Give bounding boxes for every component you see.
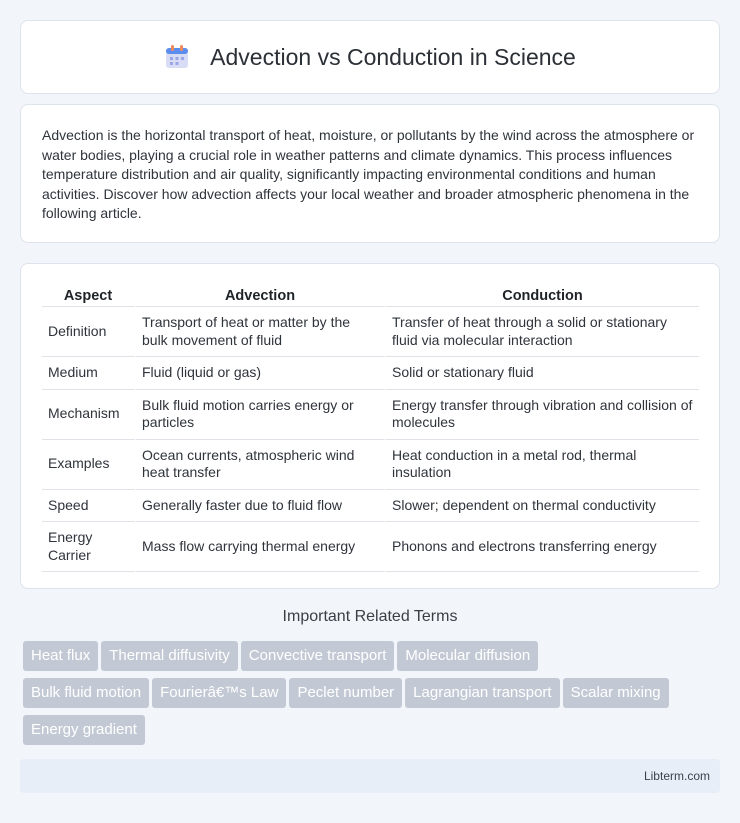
header-aspect: Aspect	[42, 284, 136, 307]
row-conduction: Slower; dependent on thermal conductivity	[386, 490, 699, 523]
row-advection: Bulk fluid motion carries energy or particles	[136, 390, 386, 440]
row-aspect: Medium	[42, 357, 136, 390]
page-title: Advection vs Conduction in Science	[210, 43, 576, 70]
header-card	[20, 20, 720, 94]
header-conduction: Conduction	[386, 284, 699, 307]
row-conduction: Energy transfer through vibration and collision of molecules	[386, 390, 699, 440]
term-tag[interactable]: Lagrangian transport	[405, 678, 559, 708]
row-conduction: Solid or stationary fluid	[386, 357, 699, 390]
table-row	[42, 522, 699, 572]
row-advection: Fluid (liquid or gas)	[136, 357, 386, 390]
row-aspect: Energy Carrier	[42, 522, 136, 572]
row-aspect: Definition	[42, 307, 136, 357]
intro-card	[20, 104, 720, 243]
term-tag[interactable]: Heat flux	[23, 641, 98, 671]
table-header-row	[42, 284, 699, 307]
term-tag[interactable]: Molecular diffusion	[397, 641, 538, 671]
footer-site-link[interactable]: Libterm.com	[643, 769, 710, 783]
table-row	[42, 357, 699, 390]
comparison-table-card	[20, 263, 720, 589]
related-terms-list	[23, 641, 723, 752]
row-conduction: Heat conduction in a metal rod, thermal insulation	[386, 440, 699, 490]
table-row	[42, 390, 699, 440]
header-advection: Advection	[136, 284, 386, 307]
comparison-table	[42, 284, 699, 572]
term-tag[interactable]: Peclet number	[289, 678, 402, 708]
related-terms-title: Important Related Terms	[282, 608, 458, 625]
row-aspect: Examples	[42, 440, 136, 490]
term-tag[interactable]: Bulk fluid motion	[23, 678, 149, 708]
row-advection: Mass flow carrying thermal energy	[136, 522, 386, 572]
term-tag[interactable]: Convective transport	[241, 641, 395, 671]
term-tag[interactable]: Energy gradient	[23, 715, 145, 745]
term-tag[interactable]: Thermal diffusivity	[101, 641, 238, 671]
table-row	[42, 440, 699, 490]
row-conduction: Phonons and electrons transferring energy	[386, 522, 699, 572]
term-tag[interactable]: Scalar mixing	[563, 678, 669, 708]
row-advection: Transport of heat or matter by the bulk movement of fluid	[136, 307, 386, 357]
intro-text: Advection is the horizontal transport of heat, moisture, or pollutants by the wind across the atmosphere or water bodies, playing a crucial role in weather patterns and climate dynamics. This process influences temperature distribution and air quality, significantly impacting environmental conditions and human activities. Discover how advection affects your local weather and broader atmospheric phenomena in the following article.	[42, 127, 695, 221]
footer	[20, 759, 720, 793]
calendar-icon	[164, 44, 190, 70]
table-row	[42, 490, 699, 523]
table-row	[42, 307, 699, 357]
row-aspect: Speed	[42, 490, 136, 523]
row-advection: Ocean currents, atmospheric wind heat transfer	[136, 440, 386, 490]
row-aspect: Mechanism	[42, 390, 136, 440]
row-advection: Generally faster due to fluid flow	[136, 490, 386, 523]
term-tag[interactable]: Fourierâ€™s Law	[152, 678, 286, 708]
row-conduction: Transfer of heat through a solid or stationary fluid via molecular interaction	[386, 307, 699, 357]
